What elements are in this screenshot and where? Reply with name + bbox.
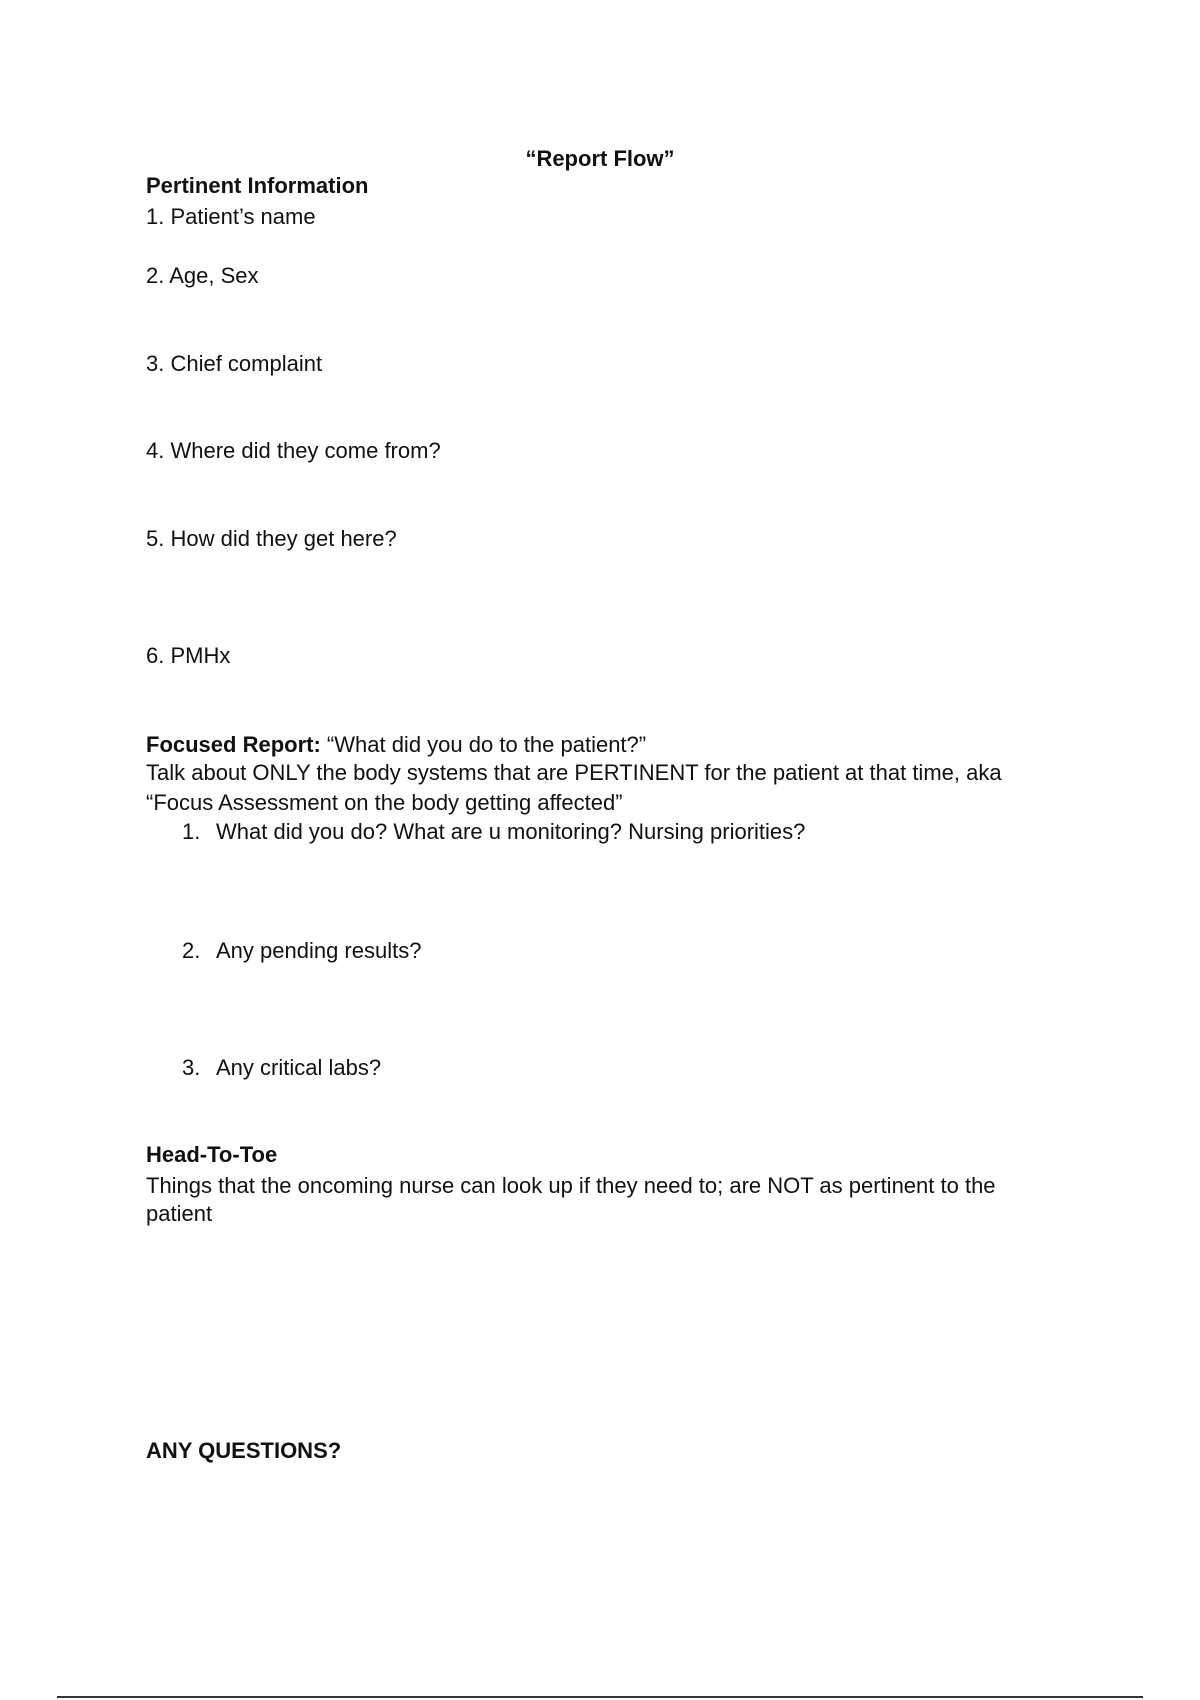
head-to-toe-description-line1: Things that the oncoming nurse can look up if they need to; are NOT as pertinent to the [146,1173,996,1198]
any-questions-heading: ANY QUESTIONS? [146,1438,342,1463]
focused-item-text: Any pending results? [216,938,422,963]
focused-item-1 [182,818,805,846]
focused-report-heading-line [146,731,646,759]
focused-report-description-line1: Talk about ONLY the body systems that are PERTINENT for the patient at that time, aka [146,760,1002,785]
focused-report-heading: Focused Report: [146,732,321,757]
focused-item-3 [182,1054,381,1082]
head-to-toe-description-line2: patient [146,1201,213,1226]
head-to-toe-heading: Head-To-Toe [146,1142,278,1167]
focused-item-number: 3. [182,1055,201,1080]
focused-item-number: 2. [182,938,201,963]
pertinent-item-pmhx: 6. PMHx [146,643,231,668]
pertinent-item-patient-name: 1. Patient’s name [146,204,316,229]
pertinent-item-origin: 4. Where did they come from? [146,438,441,463]
focused-item-number: 1. [182,819,201,844]
focused-item-text: What did you do? What are u monitoring? Nursing priorities? [216,819,806,844]
pertinent-information-heading: Pertinent Information [146,173,369,198]
pertinent-item-chief-complaint: 3. Chief complaint [146,351,323,376]
focused-report-quote: “What did you do to the patient?” [320,732,647,757]
pertinent-item-arrival: 5. How did they get here? [146,526,397,551]
document-title: “Report Flow” [525,146,675,171]
focused-item-text: Any critical labs? [216,1055,382,1080]
pertinent-item-age-sex: 2. Age, Sex [146,263,259,288]
bottom-divider [57,1696,1143,1698]
focused-item-2 [182,937,421,965]
focused-report-description-line2: “Focus Assessment on the body getting affected” [146,790,623,815]
